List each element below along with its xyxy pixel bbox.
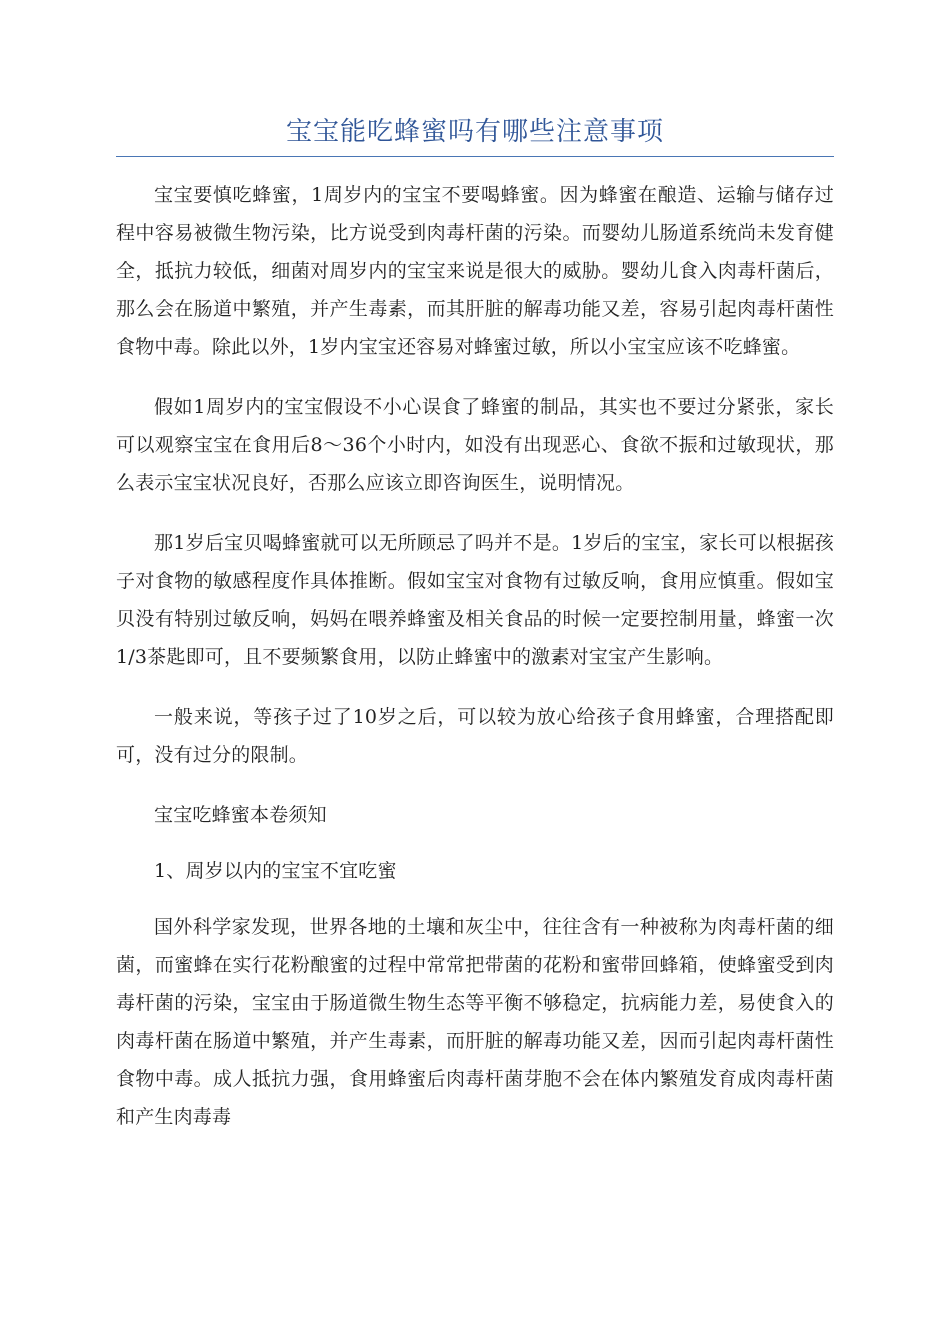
page-title: 宝宝能吃蜂蜜吗有哪些注意事项 bbox=[285, 117, 664, 147]
section-heading: 宝宝吃蜂蜜本卷须知 bbox=[154, 804, 327, 826]
paragraph-after-one-year: 那1岁后宝贝喝蜂蜜就可以无所顾忌了吗并不是。1岁后的宝宝，家长可以根据孩子对食物的敏感程度作具体推断。假如宝宝对食物有过敏反响，食用应慎重。假如宝贝没有特别过敏反响，妈妈在喂养蜂蜜及相关食品的时候一定要控制用量，蜂蜜一次1/3茶匙即可，且不要频繁食用，以防止蜂蜜中的激素对宝宝产生影响。 bbox=[116, 532, 834, 668]
paragraph-intro: 宝宝要慎吃蜂蜜，1周岁内的宝宝不要喝蜂蜜。因为蜂蜜在酿造、运输与储存过程中容易被微生物污染，比方说受到肉毒杆菌的污染。而婴幼儿肠道系统尚未发育健全，抵抗力较低，细菌对周岁内的宝宝来说是很大的威胁。婴幼儿食入肉毒杆菌后，那么会在肠道中繁殖，并产生毒素，而其肝脏的解毒功能又差，容易引起肉毒杆菌性食物中毒。除此以外，1岁内宝宝还容易对蜂蜜过敏，所以小宝宝应该不吃蜂蜜。 bbox=[116, 184, 834, 358]
subsection-heading: 1、周岁以内的宝宝不宜吃蜜 bbox=[154, 860, 397, 882]
paragraph-botulism: 国外科学家发现，世界各地的土壤和灰尘中，往往含有一种被称为肉毒杆菌的细菌，而蜜蜂在实行花粉酿蜜的过程中常常把带菌的花粉和蜜带回蜂箱，使蜂蜜受到肉毒杆菌的污染，宝宝由于肠道微生物生态等平衡不够稳定，抗病能力差，易使食入的肉毒杆菌在肠道中繁殖，并产生毒素，而肝脏的解毒功能又差，因而引起肉毒杆菌性食物中毒。成人抵抗力强，食用蜂蜜后肉毒杆菌芽胞不会在体内繁殖发育成肉毒杆菌和产生肉毒毒 bbox=[116, 916, 834, 1128]
document-body bbox=[116, 176, 834, 1158]
title-block bbox=[116, 112, 834, 157]
paragraph-accidental-intake: 假如1周岁内的宝宝假设不小心误食了蜂蜜的制品，其实也不要过分紧张，家长可以观察宝宝在食用后8～36个小时内，如没有出现恶心、食欲不振和过敏现状，那么表示宝宝状况良好，否那么应该立即咨询医生，说明情况。 bbox=[116, 396, 834, 494]
paragraph-after-ten-years: 一般来说，等孩子过了10岁之后，可以较为放心给孩子食用蜂蜜，合理搭配即可，没有过分的限制。 bbox=[116, 706, 834, 766]
